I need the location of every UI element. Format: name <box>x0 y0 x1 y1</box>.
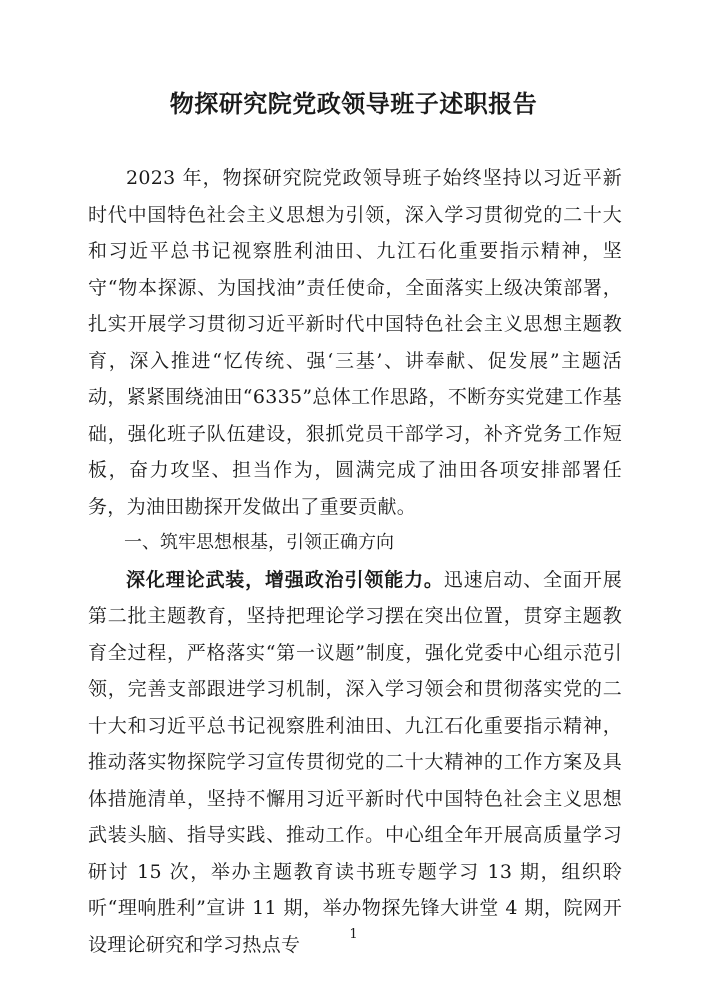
page-title: 物探研究院党政领导班子述职报告 <box>169 90 538 118</box>
document-body <box>88 160 622 963</box>
paragraph-text: 迅速启动、全面开展第二批主题教育，坚持把理论学习摆在突出位置，贯穿主题教育全过程，严格落实“第一议题”制度，强化党委中心组示范引领，完善支部跟进学习机制，深入学习领会和贯彻落实党的二十大和习近平总书记视察胜利油田、九江石化重要指示精神，推动落实物探院学习宣传贯彻党的二十大精神的工作方案及具体措施清单，坚持不懈用习近平新时代中国特色社会主义思想武装头脑、指导实践、推动工作。中心组全年开展高质量学习研讨 15 次，举办主题教育读书班专题学习 13 期，组织聆听“理响胜利”宣讲 11 期，举办物探先锋大讲堂 4 期，院网开设理论研究和学习热点专 <box>88 568 622 956</box>
page-number: 1 <box>349 927 358 942</box>
section-heading: 一、筑牢思想根基，引领正确方向 <box>124 532 394 553</box>
paragraph-lead: 深化理论武装，增强政治引领能力。 <box>126 568 444 591</box>
intro-paragraph: 2023 年，物探研究院党政领导班子始终坚持以习近平新时代中国特色社会主义思想为引领，深入学习贯彻党的二十大和习近平总书记视察胜利油田、九江石化重要指示精神，坚守“物本探源、为国找油”责任使命，全面落实上级决策部署，扎实开展学习贯彻习近平新时代中国特色社会主义思想主题教育，深入推进“忆传统、强‘三基’、讲奉献、促发展”主题活动，紧紧围绕油田“6335”总体工作思路，不断夯实党建工作基础，强化班子队伍建设，狠抓党员干部学习，补齐党务工作短板，奋力攻坚、担当作为，圆满完成了油田各项安排部署任务，为油田勘探开发做出了重要贡献。 <box>88 167 622 518</box>
section-paragraph <box>88 562 622 964</box>
